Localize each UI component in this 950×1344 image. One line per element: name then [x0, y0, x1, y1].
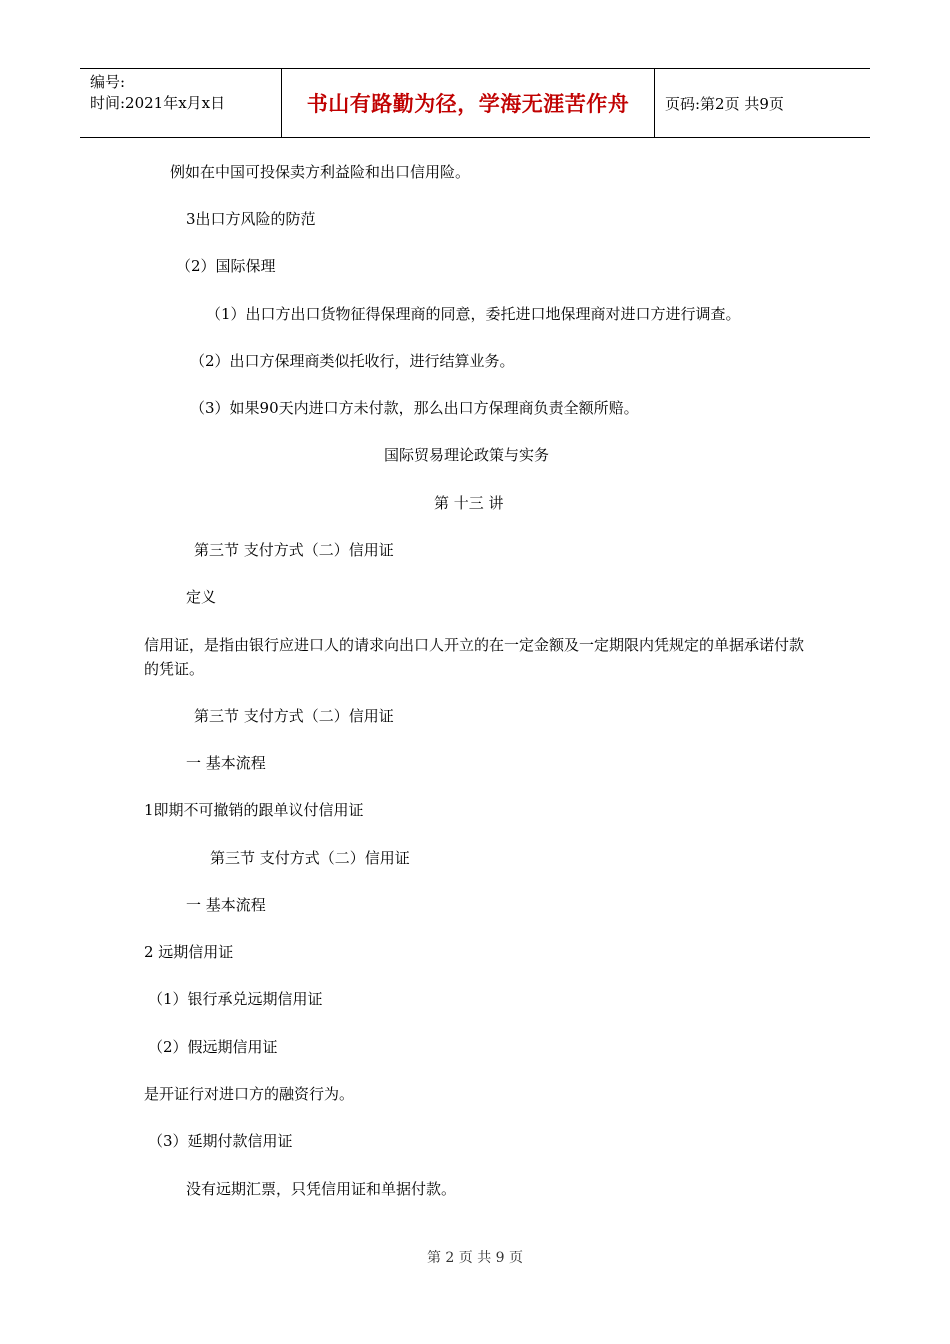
text-line: 3出口方风险的防范 — [186, 210, 316, 228]
text-line: （3）延期付款信用证 — [148, 1132, 293, 1150]
text-line: （2）国际保理 — [176, 257, 276, 275]
subsection-heading: 第三节 支付方式（二）信用证 — [210, 849, 410, 867]
motto-text: 书山有路勤为径，学海无涯苦作舟 — [306, 91, 630, 116]
subsection-heading: 第三节 支付方式（二）信用证 — [194, 707, 394, 725]
number-label: 编号: — [90, 73, 126, 91]
text-line: （1）出口方出口货物征得保理商的同意，委托进口地保理商对进口方进行调查。 — [206, 305, 741, 323]
time-label: 时间:2021年x月x日 — [90, 94, 226, 112]
text-line: 没有远期汇票，只凭信用证和单据付款。 — [186, 1180, 457, 1198]
text-line: 定义 — [186, 588, 217, 606]
section-title: 国际贸易理论政策与实务 — [384, 446, 550, 464]
text-line: 例如在中国可投保卖方利益险和出口信用险。 — [170, 163, 471, 181]
subsection-heading: 第三节 支付方式（二）信用证 — [194, 541, 394, 559]
text-line: 是开证行对进口方的融资行为。 — [144, 1085, 355, 1103]
text-line: 一 基本流程 — [186, 754, 266, 772]
header-meta — [80, 69, 282, 137]
text-line: 2 远期信用证 — [144, 943, 234, 961]
definition-paragraph: 信用证，是指由银行应进口人的请求向出口人开立的在一定金额及一定期限内凭规定的单据承诺付款的凭证。 — [144, 636, 805, 678]
text-line: （2）出口方保理商类似托收行，进行结算业务。 — [190, 352, 515, 370]
header-motto-cell — [282, 69, 655, 137]
page-footer: 第 2 页 共 9 页 — [426, 1250, 524, 1266]
text-line: 1即期不可撤销的跟单议付信用证 — [144, 801, 364, 819]
document-header — [80, 68, 870, 138]
text-line: （3）如果90天内进口方未付款，那么出口方保理商负责全额所赔。 — [190, 399, 639, 417]
lecture-title: 第 十三 讲 — [434, 494, 504, 512]
header-page-cell — [655, 69, 870, 137]
text-line: （2）假远期信用证 — [148, 1038, 278, 1056]
text-line: 一 基本流程 — [186, 896, 266, 914]
text-line: （1）银行承兑远期信用证 — [148, 990, 323, 1008]
page-code: 页码:第2页 共9页 — [665, 94, 784, 113]
